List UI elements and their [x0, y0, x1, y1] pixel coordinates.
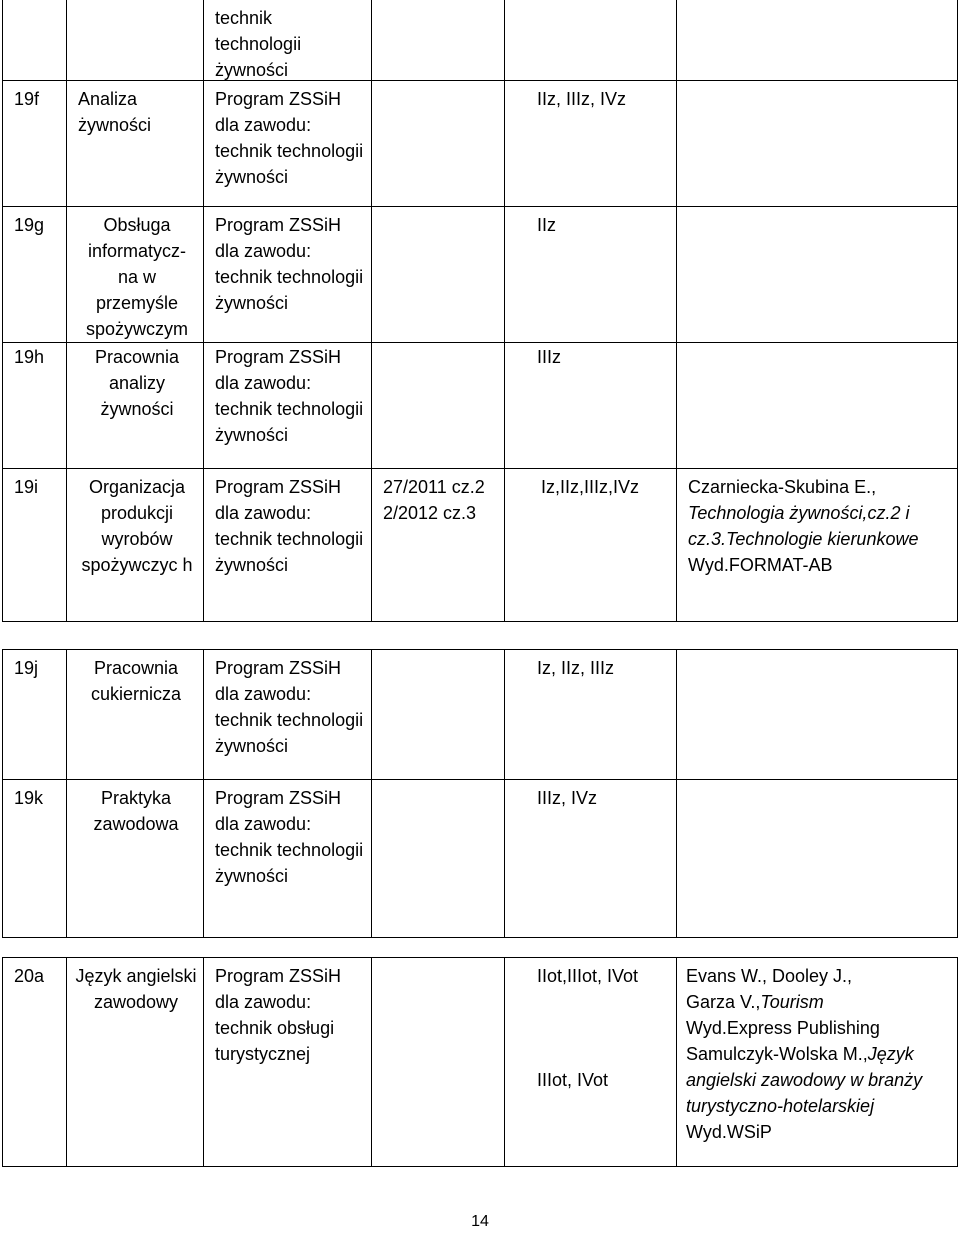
carryover-line: żywności — [215, 60, 289, 80]
subject-cell: Obsługa informatycz-na w przemyśle spożywczym — [85, 215, 188, 339]
textbook-cell — [688, 474, 953, 578]
grades-cell: IIot,IIIot, IVot — [537, 966, 639, 986]
grades-cell: Iz,IIz,IIIz,IVz — [540, 477, 639, 497]
grades-cell: IIz — [537, 215, 557, 235]
textbook-authors: Evans W., Dooley J., Garza V., — [686, 966, 853, 1012]
subject-cell: Analiza żywności — [78, 89, 152, 135]
subject-cell: Organizacja produkcji wyrobów spożywczyc h — [81, 477, 193, 575]
row-code: 19i — [14, 477, 39, 497]
textbook-title: Technologia żywności,cz.2 i cz.3.Technologie kierunkowe — [688, 503, 919, 549]
textbook-publisher: Wyd.WSiP — [686, 1122, 772, 1142]
grades-cell: IIz, IIIz, IVz — [537, 89, 627, 109]
carryover-line: technik — [215, 8, 273, 28]
carryover-text — [215, 5, 365, 83]
program-cell: Program ZSSiH dla zawodu: technik technologii żywności — [215, 658, 364, 756]
program-cell: Program ZSSiH dla zawodu: technik obsługi turystycznej — [215, 966, 342, 1064]
textbook-cell — [686, 963, 954, 1145]
grades-cell: IIIz, IVz — [537, 788, 598, 808]
row-code: 20a — [14, 966, 45, 986]
program-cell: Program ZSSiH dla zawodu: technik technologii żywności — [215, 347, 364, 445]
grades-cell: Iz, IIz, IIIz — [537, 658, 615, 678]
program-cell: Program ZSSiH dla zawodu: technik technologii żywności — [215, 477, 364, 575]
row-code: 19h — [14, 347, 45, 367]
subject-cell: Pracownia analizy żywności — [94, 347, 180, 419]
row-code: 19k — [14, 788, 44, 808]
textbook-publisher: Wyd.FORMAT-AB — [688, 555, 833, 575]
textbook-title: Język angielski zawodowy w branży turystyczno-hotelarskiej — [686, 1044, 923, 1116]
program-number: 2/2012 cz.3 — [383, 503, 477, 523]
page-number: 14 — [471, 1213, 489, 1230]
subject-cell: Praktyka zawodowa — [93, 788, 179, 834]
textbook-authors: Czarniecka-Skubina E., — [688, 477, 877, 497]
subject-cell: Język angielski zawodowy — [75, 966, 197, 1012]
program-cell: Program ZSSiH dla zawodu: technik technologii żywności — [215, 89, 364, 187]
grades-cell: IIIz — [537, 347, 562, 367]
textbook-title: Tourism — [760, 992, 824, 1012]
carryover-line: technologii — [215, 34, 302, 54]
program-number: 27/2011 cz.2 — [383, 477, 485, 497]
subject-cell: Pracownia cukiernicza — [90, 658, 182, 704]
program-cell: Program ZSSiH dla zawodu: technik technologii żywności — [215, 788, 364, 886]
textbook-publisher: Wyd.Express Publishing — [686, 1018, 880, 1038]
row-code: 19j — [14, 658, 39, 678]
program-number-cell — [383, 474, 501, 526]
program-cell: Program ZSSiH dla zawodu: technik technologii żywności — [215, 215, 364, 313]
grades-cell: IIIot, IVot — [537, 1070, 609, 1090]
row-code: 19f — [14, 89, 40, 109]
row-code: 19g — [14, 215, 45, 235]
textbook-authors: Samulczyk-Wolska M., — [686, 1044, 868, 1064]
